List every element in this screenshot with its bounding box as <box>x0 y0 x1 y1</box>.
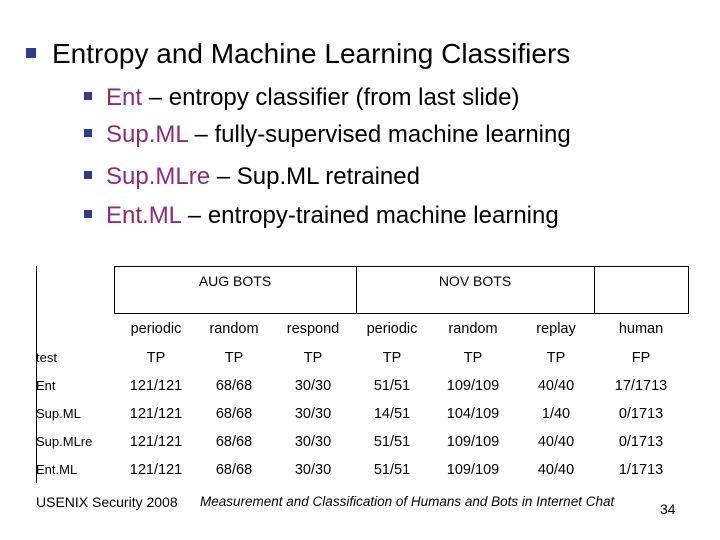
table-cell: 1/40 <box>541 405 571 422</box>
table-row <box>36 400 688 428</box>
table-row <box>36 372 688 400</box>
metric-cell: TP <box>546 349 566 366</box>
column-header: respond <box>286 320 340 337</box>
column-header: random <box>448 320 498 337</box>
classifier-name: Ent <box>106 84 143 111</box>
column-header: human <box>618 320 664 337</box>
table-cell: 121/121 <box>129 377 183 394</box>
column-header: periodic <box>130 320 182 337</box>
classifier-name: Sup.ML <box>106 121 188 148</box>
classifier-desc: – Sup.ML retrained <box>210 163 420 190</box>
table-row <box>36 428 688 456</box>
slide-title <box>26 38 570 70</box>
classifier-desc: – entropy classifier (from last slide) <box>142 84 520 111</box>
bullet-item <box>84 83 519 113</box>
table-cell: 30/30 <box>294 433 332 450</box>
table-cell: 17/1713 <box>614 377 668 394</box>
column-header: random <box>209 320 259 337</box>
table-cell: 0/1713 <box>618 405 664 422</box>
table-cell: 0/1713 <box>618 433 664 450</box>
table-cell: 30/30 <box>294 461 332 478</box>
table-cell: 121/121 <box>129 405 183 422</box>
row-label: Sup.MLre <box>36 434 93 449</box>
table-cell: 30/30 <box>294 405 332 422</box>
table-cell: 121/121 <box>129 433 183 450</box>
metric-cell: TP <box>224 349 244 366</box>
table-cell: 68/68 <box>215 377 253 394</box>
test-label: test <box>36 350 57 365</box>
table-cell: 51/51 <box>373 377 411 394</box>
square-bullet-icon <box>26 48 36 58</box>
square-bullet-icon <box>84 210 92 218</box>
classifier-desc: – fully-supervised machine learning <box>187 121 571 148</box>
column-header-row <box>36 314 688 344</box>
square-bullet-icon <box>84 92 92 100</box>
square-bullet-icon <box>84 171 92 179</box>
table-cell: 40/40 <box>537 433 575 450</box>
row-label: Sup.ML <box>36 406 81 421</box>
table-cell: 68/68 <box>215 461 253 478</box>
classifier-name: Ent.ML <box>106 202 182 229</box>
table-cell: 1/1713 <box>618 461 664 478</box>
row-label: Ent.ML <box>36 462 78 477</box>
bullet-item <box>84 162 420 192</box>
square-bullet-icon <box>84 129 92 137</box>
table-cell: 51/51 <box>373 461 411 478</box>
row-label: Ent <box>36 378 56 393</box>
table-cell: 104/109 <box>446 405 500 422</box>
column-header: periodic <box>366 320 418 337</box>
metric-cell: TP <box>146 349 166 366</box>
bullet-item <box>84 120 571 150</box>
corner-cell <box>36 267 114 314</box>
table-cell: 68/68 <box>215 433 253 450</box>
table-cell: 51/51 <box>373 433 411 450</box>
corner-cell <box>36 314 114 344</box>
table-cell: 109/109 <box>446 433 500 450</box>
table-cell: 109/109 <box>446 377 500 394</box>
classifier-desc: – entropy-trained machine learning <box>181 202 559 229</box>
metric-cell: TP <box>382 349 402 366</box>
table-cell: 121/121 <box>129 461 183 478</box>
title-text: Entropy and Machine Learning Classifiers <box>52 38 571 69</box>
table-row <box>36 456 688 484</box>
table-cell: 14/51 <box>373 405 411 422</box>
column-header: replay <box>536 320 576 337</box>
footer-paper-title: Measurement and Classification of Humans and Bots in Internet Chat <box>200 494 615 509</box>
metric-cell: FP <box>631 349 651 366</box>
group-header-row <box>36 267 688 314</box>
footer-conference: USENIX Security 2008 <box>36 494 178 510</box>
metric-row <box>36 344 688 372</box>
metric-cell: TP <box>463 349 483 366</box>
results-table <box>36 266 689 484</box>
group-blank-box <box>594 267 688 314</box>
table-cell: 109/109 <box>446 461 500 478</box>
classifier-name: Sup.MLre <box>106 163 211 190</box>
table-cell: 40/40 <box>537 377 575 394</box>
bullet-item <box>84 201 559 231</box>
table-cell: 40/40 <box>537 461 575 478</box>
table-cell: 30/30 <box>294 377 332 394</box>
group-nov-bots: NOV BOTS <box>356 267 594 314</box>
metric-cell: TP <box>303 349 323 366</box>
page-number: 34 <box>660 501 676 517</box>
table-cell: 68/68 <box>215 405 253 422</box>
group-aug-bots: AUG BOTS <box>114 267 356 314</box>
